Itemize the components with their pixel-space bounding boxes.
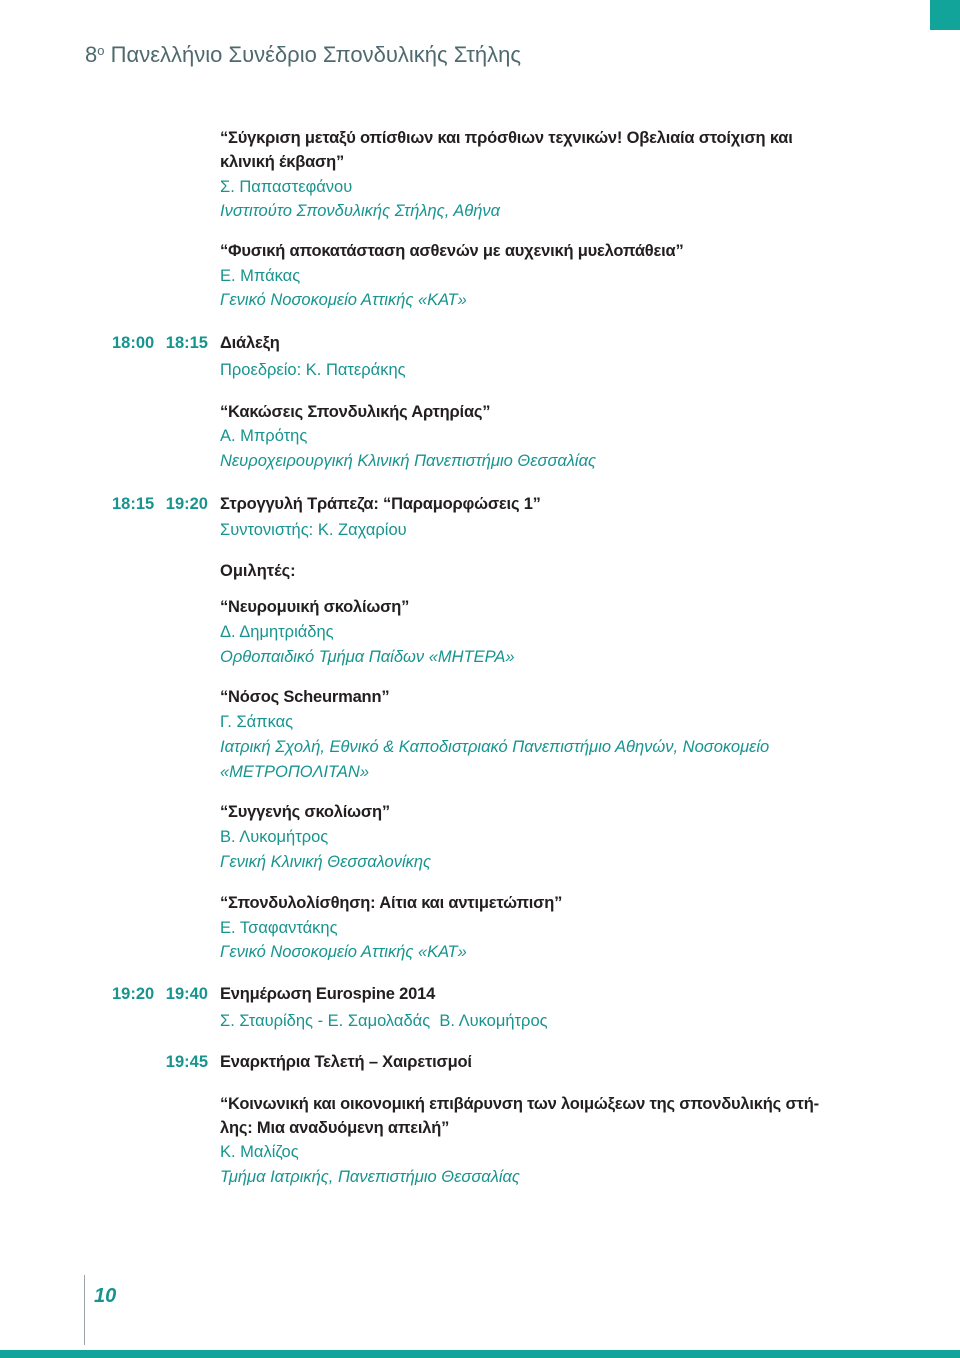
session-time: 18:00 18:15 <box>112 334 208 352</box>
session-title: Εναρκτήρια Τελετή – Χαιρετισμοί <box>220 1053 472 1071</box>
talk-affiliation: Γενική Κλινική Θεσσαλονίκης <box>220 853 432 871</box>
corner-accent-block <box>930 0 960 30</box>
bottom-accent-strip <box>0 1350 960 1358</box>
talk-affiliation: Ιατρική Σχολή, Εθνικό & Καποδιστριακό Πανεπιστήμιο Αθηνών, Νοσοκομείο <box>220 738 770 756</box>
session-time: 19:45 <box>165 1053 208 1071</box>
page-number: 10 <box>94 1285 117 1307</box>
session-title: Ενημέρωση Eurospine 2014 <box>220 985 436 1003</box>
speakers-label: Ομιλητές: <box>220 562 296 580</box>
talk-affiliation: Νευροχειρουργική Κλινική Πανεπιστήμιο Θεσσαλίας <box>220 452 597 470</box>
talk-speaker: Κ. Μαλίζος <box>220 1143 299 1161</box>
talk-title: λης: Μια αναδυόμενη απειλή” <box>220 1119 450 1137</box>
talk-title: “Νευρομυική σκολίωση” <box>220 598 410 616</box>
talk-title: “Κακώσεις Σπονδυλικής Αρτηρίας” <box>220 403 491 421</box>
header-edition-suffix: ο <box>97 43 105 58</box>
talk-speaker: Γ. Σάπκας <box>220 713 294 731</box>
talk-affiliation: Ορθοπαιδικό Τμήμα Παίδων «ΜΗΤΕΡΑ» <box>220 648 515 666</box>
talk-speaker: Σ. Παπαστεφάνου <box>220 178 353 196</box>
session-time: 18:15 19:20 <box>112 495 208 513</box>
talk-title: “Νόσος Scheurmann” <box>220 688 390 706</box>
session-chair: Προεδρείο: Κ. Πατεράκης <box>220 361 406 379</box>
talk-title: “Σπονδυλολίσθηση: Αίτια και αντιμετώπιση” <box>220 894 563 912</box>
talk-title: “Φυσική αποκατάσταση ασθενών με αυχενική μυελοπάθεια” <box>220 242 684 260</box>
talk-affiliation: «ΜΕΤΡΟΠΟΛΙΤΑΝ» <box>220 763 369 781</box>
talk-affiliation: Τμήμα Ιατρικής, Πανεπιστήμιο Θεσσαλίας <box>220 1168 520 1186</box>
talk-speaker: Ε. Τσαφαντάκης <box>220 919 338 937</box>
page-number-rule <box>84 1275 85 1345</box>
session-presenters: Σ. Σταυρίδης - Ε. Σαμολαδάς Β. Λυκομήτρος <box>220 1012 548 1030</box>
session-title: Διάλεξη <box>220 334 280 352</box>
talk-title: “Κοινωνική και οικονομική επιβάρυνση των λοιμώξεων της σπονδυλικής στή- <box>220 1095 819 1113</box>
talk-speaker: Α. Μπρότης <box>220 427 308 445</box>
talk-title: κλινική έκβαση” <box>220 153 345 171</box>
talk-speaker: Δ. Δημητριάδης <box>220 623 334 641</box>
talk-affiliation: Γενικό Νοσοκομείο Αττικής «ΚΑΤ» <box>220 943 467 961</box>
header-edition: 8 <box>85 42 98 67</box>
header-title: Πανελλήνιο Συνέδριο Σπονδυλικής Στήλης <box>110 42 522 67</box>
talk-affiliation: Γενικό Νοσοκομείο Αττικής «ΚΑΤ» <box>220 291 467 309</box>
session-title: Στρογγυλή Τράπεζα: “Παραμορφώσεις 1” <box>220 495 541 513</box>
talk-title: “Συγγενής σκολίωση” <box>220 803 390 821</box>
talk-speaker: Ε. Μπάκας <box>220 267 301 285</box>
session-chair: Συντονιστής: Κ. Ζαχαρίου <box>220 521 407 539</box>
session-time: 19:20 19:40 <box>112 985 208 1003</box>
talk-title: “Σύγκριση μεταξύ οπίσθιων και πρόσθιων τεχνικών! Οβελιαία στοίχιση και <box>220 129 793 147</box>
talk-speaker: Β. Λυκομήτρος <box>220 828 329 846</box>
talk-affiliation: Ινστιτούτο Σπονδυλικής Στήλης, Αθήνα <box>220 202 501 220</box>
running-header <box>85 42 521 68</box>
